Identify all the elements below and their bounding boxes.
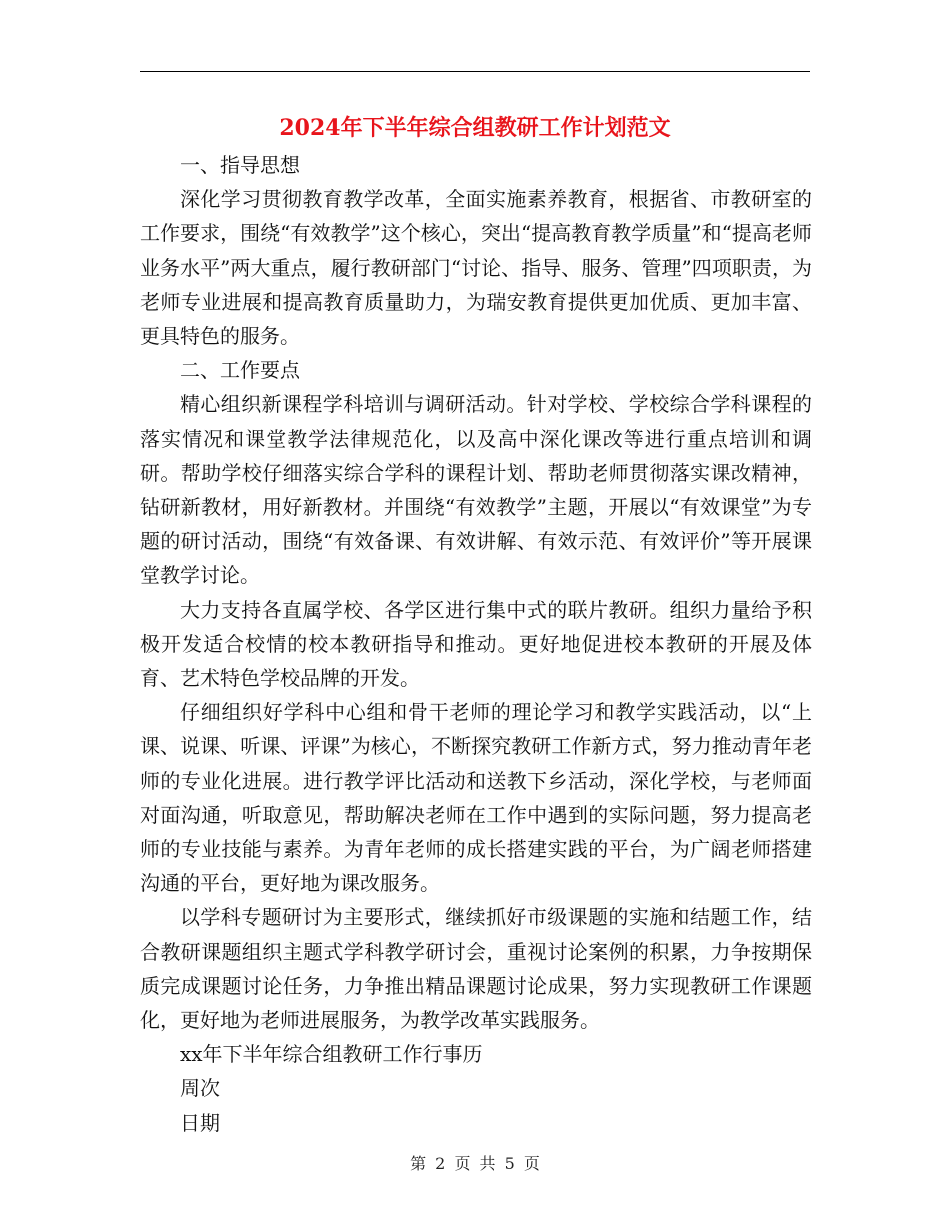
section-heading-work-points: 二、工作要点 bbox=[180, 358, 300, 383]
document-title: 2024年下半年综合组教研工作计划范文 bbox=[279, 115, 671, 141]
page-number-footer: 第 2 页 共 5 页 bbox=[410, 1154, 540, 1173]
header-rule bbox=[140, 71, 810, 72]
schedule-heading: xx年下半年综合组教研工作行事历 bbox=[180, 1042, 483, 1067]
paragraph-teacher-development: 仔细组织好学科中心组和骨干老师的理论学习和教学实践活动，以“上课、说课、听课、评课”为核心，不断探究教研工作新方式，努力推动青年老师的专业化进展。进行教学评比活动和送教下乡活动，深化学校，与老师面对面沟通，听取意见，帮助解决老师在工作中遇到的实际问题，努力提高老师的专业技能与素养。为青年老师的成长搭建实践的平台，为广阔老师搭建沟通的平台，更好地为课改服务。 bbox=[140, 700, 812, 896]
paragraph-joint-research: 大力支持各直属学校、各学区进行集中式的联片教研。组织力量给予积极开发适合校情的校本教研指导和推动。更好地促进校本教研的开展及体育、艺术特色学校品牌的开发。 bbox=[140, 597, 812, 691]
paragraph-topic-research: 以学科专题研讨为主要形式，继续抓好市级课题的实施和结题工作，结合教研课题组织主题式学科教学研讨会，重视讨论案例的积累，力争按期保质完成课题讨论任务，力争推出精品课题讨论成果，努力实现教研工作课题化，更好地为老师进展服务，为教学改革实践服务。 bbox=[140, 905, 812, 1033]
paragraph-training-research: 精心组织新课程学科培训与调研活动。针对学校、学校综合学科课程的落实情况和课堂教学法律规范化，以及高中深化课改等进行重点培训和调研。帮助学校仔细落实综合学科的课程计划、帮助老师贯彻落实课改精神，钻研新教材，用好新教材。并围绕“有效教学”主题，开展以“有效课堂”为专题的研讨活动，围绕“有效备课、有效讲解、有效示范、有效评价”等开展课堂教学讨论。 bbox=[140, 392, 812, 588]
schedule-column-week: 周次 bbox=[180, 1076, 220, 1101]
document-body bbox=[140, 148, 812, 1140]
paragraph-guiding-thought: 深化学习贯彻教育教学改革，全面实施素养教育，根据省、市教研室的工作要求，围绕“有效教学”这个核心，突出“提高教育教学质量”和“提高老师业务水平”两大重点，履行教研部门“讨论、指导、服务、管理”四项职责，为老师专业进展和提高教育质量助力，为瑞安教育提供更加优质、更加丰富、更具特色的服务。 bbox=[140, 187, 812, 349]
schedule-column-date: 日期 bbox=[180, 1110, 220, 1135]
section-heading-guiding-thought: 一、指导思想 bbox=[180, 153, 300, 177]
